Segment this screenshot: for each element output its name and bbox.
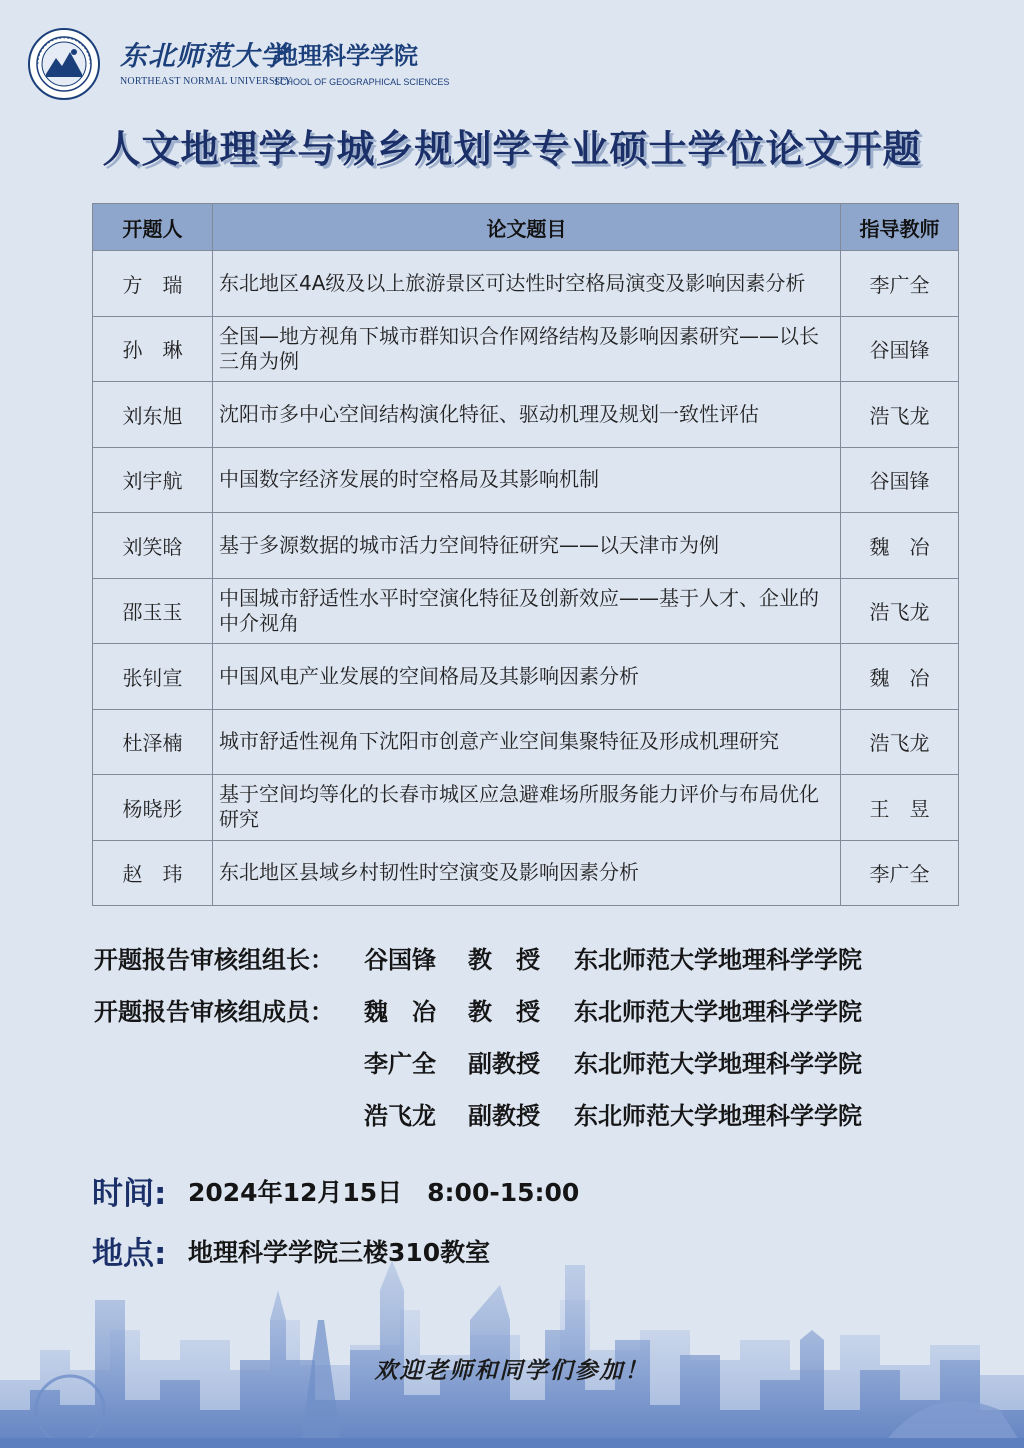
header-advisor: 指导教师 <box>841 204 959 251</box>
committee-member-title: 教 授 <box>468 946 540 974</box>
university-logo <box>28 28 468 100</box>
time-label: 时间: <box>92 1176 167 1212</box>
committee-member-name: 魏 冶 <box>364 998 436 1026</box>
advisor-name: 浩飞龙 <box>841 382 959 448</box>
committee-member-org: 东北师范大学地理科学学院 <box>574 1102 862 1130</box>
welcome-message: 欢迎老师和同学们参加！ <box>374 1357 650 1384</box>
table-row <box>93 513 959 579</box>
presenter-name: 邵玉玉 <box>93 578 213 644</box>
table-row <box>93 644 959 710</box>
presenter-name: 赵 玮 <box>93 840 213 906</box>
thesis-title: 中国风电产业发展的空间格局及其影响因素分析 <box>213 644 841 710</box>
table-row <box>93 775 959 841</box>
presenter-name: 杨晓彤 <box>93 775 213 841</box>
committee-member-title: 教 授 <box>468 998 540 1026</box>
proposal-table <box>92 203 959 906</box>
school-name-en: SCHOOL OF GEOGRAPHICAL SCIENCES <box>274 77 450 87</box>
advisor-name: 浩飞龙 <box>841 578 959 644</box>
thesis-title: 东北地区县域乡村韧性时空演变及影响因素分析 <box>213 840 841 906</box>
thesis-title: 沈阳市多中心空间结构演化特征、驱动机理及规划一致性评估 <box>213 382 841 448</box>
time-value: 2024年12月15日 8:00-15:00 <box>188 1178 580 1207</box>
table-row <box>93 316 959 382</box>
presenter-name: 方 瑞 <box>93 251 213 317</box>
advisor-name: 谷国锋 <box>841 447 959 513</box>
thesis-title: 中国城市舒适性水平时空演化特征及创新效应——基于人才、企业的中介视角 <box>213 578 841 644</box>
thesis-title: 全国—地方视角下城市群知识合作网络结构及影响因素研究——以长三角为例 <box>213 316 841 382</box>
thesis-title: 中国数字经济发展的时空格局及其影响机制 <box>213 447 841 513</box>
table-header-row <box>93 204 959 251</box>
thesis-title: 城市舒适性视角下沈阳市创意产业空间集聚特征及形成机理研究 <box>213 709 841 775</box>
advisor-name: 李广全 <box>841 251 959 317</box>
presenter-name: 刘东旭 <box>93 382 213 448</box>
table-row <box>93 840 959 906</box>
advisor-name: 浩飞龙 <box>841 709 959 775</box>
advisor-name: 魏 冶 <box>841 644 959 710</box>
thesis-title: 东北地区4A级及以上旅游景区可达性时空格局演变及影响因素分析 <box>213 251 841 317</box>
presenter-name: 孙 琳 <box>93 316 213 382</box>
committee-member-org: 东北师范大学地理科学学院 <box>574 1050 862 1078</box>
place-label: 地点: <box>92 1236 167 1272</box>
table-row <box>93 447 959 513</box>
committee-member-name: 谷国锋 <box>364 946 436 974</box>
header-presenter: 开题人 <box>93 204 213 251</box>
presenter-name: 张钊宣 <box>93 644 213 710</box>
page-title: 人文地理学与城乡规划学专业硕士学位论文开题 <box>102 127 922 171</box>
table-row <box>93 709 959 775</box>
university-name-en: NORTHEAST NORMAL UNIVERSITY <box>120 76 293 87</box>
thesis-title: 基于空间均等化的长春市城区应急避难场所服务能力评价与布局优化研究 <box>213 775 841 841</box>
committee-member-title: 副教授 <box>468 1050 540 1078</box>
university-seal-icon <box>28 28 100 100</box>
table-row <box>93 382 959 448</box>
committee-leader-label: 开题报告审核组组长： <box>94 946 334 974</box>
presenter-name: 刘宇航 <box>93 447 213 513</box>
table-row <box>93 251 959 317</box>
committee-member-title: 副教授 <box>468 1102 540 1130</box>
advisor-name: 魏 冶 <box>841 513 959 579</box>
presenter-name: 刘笑晗 <box>93 513 213 579</box>
table-row <box>93 578 959 644</box>
university-name-cn: 东北师范大学 <box>120 41 288 72</box>
place-value: 地理科学学院三楼310教室 <box>188 1238 491 1267</box>
committee-member-name: 李广全 <box>364 1050 436 1078</box>
advisor-name: 谷国锋 <box>841 316 959 382</box>
presenter-name: 杜泽楠 <box>93 709 213 775</box>
thesis-title: 基于多源数据的城市活力空间特征研究——以天津市为例 <box>213 513 841 579</box>
header-thesis-title: 论文题目 <box>213 204 841 251</box>
committee-members-label: 开题报告审核组成员： <box>94 998 334 1026</box>
committee-member-org: 东北师范大学地理科学学院 <box>574 998 862 1026</box>
school-name-cn: 地理科学学院 <box>274 42 418 70</box>
committee-member-org: 东北师范大学地理科学学院 <box>574 946 862 974</box>
advisor-name: 王 昱 <box>841 775 959 841</box>
advisor-name: 李广全 <box>841 840 959 906</box>
committee-member-name: 浩飞龙 <box>364 1102 436 1130</box>
